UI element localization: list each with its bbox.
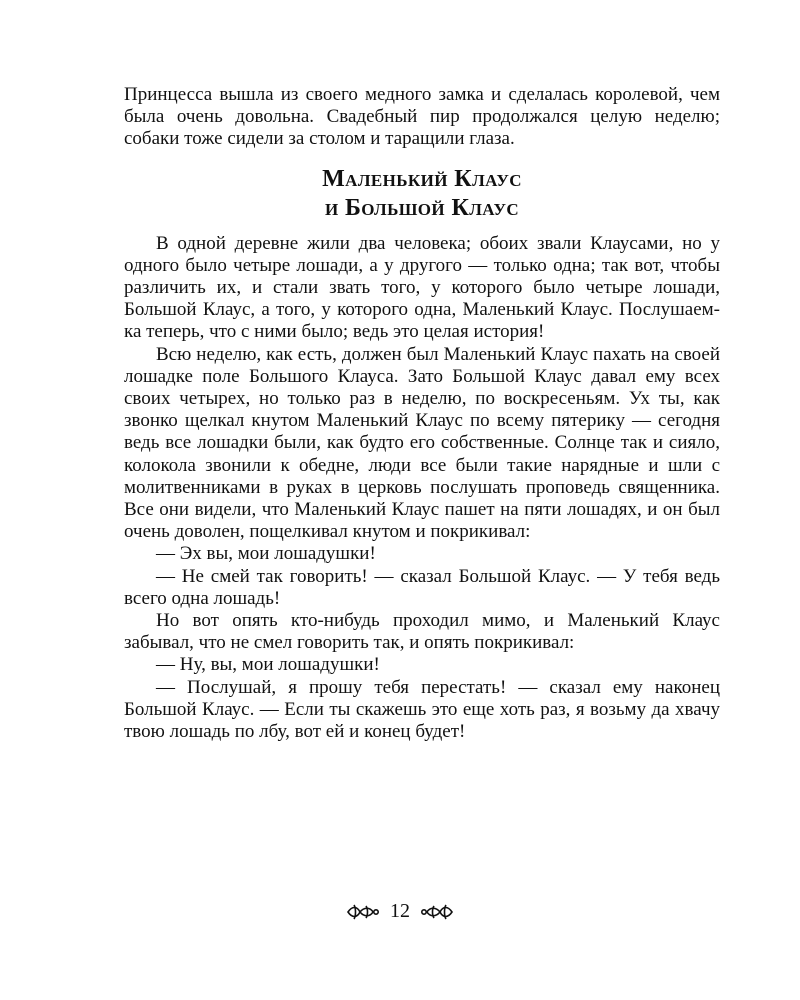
dialogue-line-4: — Послушай, я прошу тебя перестать! — сказал ему наконец Большой Клаус. — Если ты скажешь это еще хоть раз, я возьму да хвачу твою лошадь по лбу, вот ей и конец будет!	[124, 676, 720, 743]
chapter-title-line-1: Маленький Клаус	[322, 165, 522, 192]
chapter-title-line-2: и Большой Клаус	[324, 194, 520, 221]
page-number: 12	[390, 900, 410, 922]
intro-paragraph: Принцесса вышла из своего медного замка и сделалась королевой, чем была очень довольна. Свадебный пир продолжался целую неделю; собаки тоже сидели за столом и таращили глаза.	[124, 84, 720, 150]
story-paragraph-1: В одной деревне жили два человека; обоих звали Клаусами, но у одного было четыре лошади, а у другого — только одна; так вот, чтобы различить их, и стали звать того, у которого было четыре лошади, Большой Клаус, а того, у которого одна, Маленький Клаус. Послушаем-ка теперь, что с ними было; ведь это целая история!	[124, 232, 720, 343]
dialogue-line-2: — Не смей так говорить! — сказал Большой Клаус. — У тебя ведь всего одна лошадь!	[124, 565, 720, 609]
page-footer	[0, 900, 800, 923]
left-floral-ornament-icon	[346, 903, 380, 921]
right-floral-ornament-icon	[420, 903, 454, 921]
dialogue-line-1: — Эх вы, мои лошадушки!	[156, 543, 376, 565]
dialogue-line-3: — Ну, вы, мои лошадушки!	[156, 654, 380, 676]
story-paragraph-3: Но вот опять кто-нибудь проходил мимо, и Маленький Клаус забывал, что не смел говорить так, и опять покрикивал:	[124, 610, 720, 654]
story-paragraph-2: Всю неделю, как есть, должен был Маленький Клаус пахать на своей лошадке поле Большого Клауса. Зато Большой Клаус давал ему всех своих четырех, но только раз в неделю, по воскресеньям. Ух ты, как звонко щелкал кнутом Маленький Клаус по всему пятерику — сегодня ведь все лошадки были, как будто его собственные. Солнце так и сияло, колокола звонили к обедне, люди все были такие нарядные и шли с молитвенниками в руках в церковь послушать проповедь священника. Все они видели, что Маленький Клаус пашет на пяти лошадях, и он был очень доволен, пощелкивал кнутом и покрикивал:	[124, 343, 720, 543]
chapter-title	[124, 165, 720, 223]
book-page	[124, 84, 720, 743]
